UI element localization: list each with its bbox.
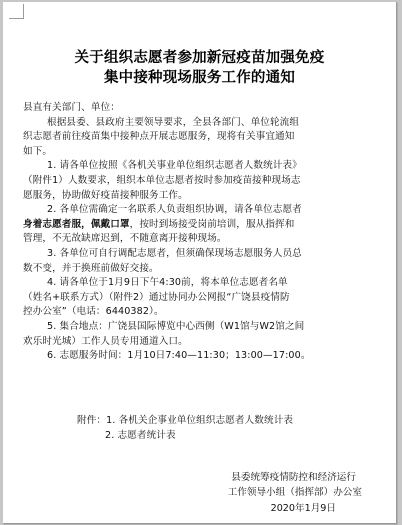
item6-line: 6. 志愿服务时间：1月10日7:40—11:30；13:00—17:00。 [47, 350, 311, 362]
page-corner-mark [9, 4, 24, 19]
intro-line: 织志愿者前往疫苗集中接种点开展志愿服务，现将有关事宜通知 [23, 131, 295, 143]
item5-line: 5. 集合地点：广饶县国际博览中心西侧（W1馆与W2馆之间 [47, 320, 305, 332]
intro-line: 根据县委、县政府主要领导要求，全县各部门、单位轮流组 [47, 116, 300, 128]
item2-bold-text: 身着志愿者服，佩戴口罩 [23, 218, 130, 230]
item2-line [23, 218, 364, 233]
item2-line: 管理，不无故缺席迟到，不随意离开接种现场。 [23, 233, 227, 245]
attachments-block [23, 414, 364, 443]
item4-line: （姓名+联系方式）（附件2）通过协同办公网报“广饶县疫情防 [23, 291, 290, 303]
item5-line: 欢乐时光城）工作人员专用通道入口。 [23, 335, 188, 347]
document-page [3, 2, 397, 524]
attachment-item: 2. 志愿者统计表 [105, 429, 176, 441]
document-title-line2: 集中接种现场服务工作的通知 [103, 69, 296, 86]
intro-line: 如下。 [23, 145, 53, 157]
signature-org-line1: 县委统筹疫情防控和经济运行 [231, 472, 356, 483]
item4-line: 控办公室”（电话：6440382）。 [23, 306, 164, 318]
document-body [23, 101, 364, 364]
item2-rest-text: ，按时到场接受岗前培训，服从指挥和 [129, 218, 295, 230]
attachment-item: 1. 各机关企事业单位组织志愿者人数统计表 [106, 415, 294, 426]
item1-line: （附件1）人数要求，组织本单位志愿者按时参加疫苗接种现场志 [23, 174, 301, 186]
item1-line: 愿服务，协助做好疫苗接种服务工作。 [23, 189, 188, 201]
signature-date: 2020年1月9日 [270, 503, 336, 514]
item2-line: 2. 各单位需确定一名联系人负责组织协调，请各单位志愿者 [47, 204, 302, 216]
salutation: 县直有关部门、单位： [23, 102, 120, 113]
item1-line: 1. 请各单位按照《各机关事业单位组织志愿者人数统计表》 [47, 160, 302, 172]
attachment-line [23, 414, 364, 429]
item3-line: 数不变，并于换班前做好交接。 [23, 262, 159, 274]
attachments-label: 附件： [77, 415, 107, 426]
item3-line: 3. 各单位可自行调配志愿者，但须确保现场志愿服务人员总 [47, 247, 302, 259]
document-title-line1: 关于组织志愿者参加新冠疫苗加强免疫 [74, 49, 325, 66]
item4-line: 4. 请各单位于1月9日下午4:30前，将本单位志愿者名单 [47, 277, 288, 289]
signature-org-line2: 工作领导小组（指挥部）办公室 [227, 487, 362, 498]
